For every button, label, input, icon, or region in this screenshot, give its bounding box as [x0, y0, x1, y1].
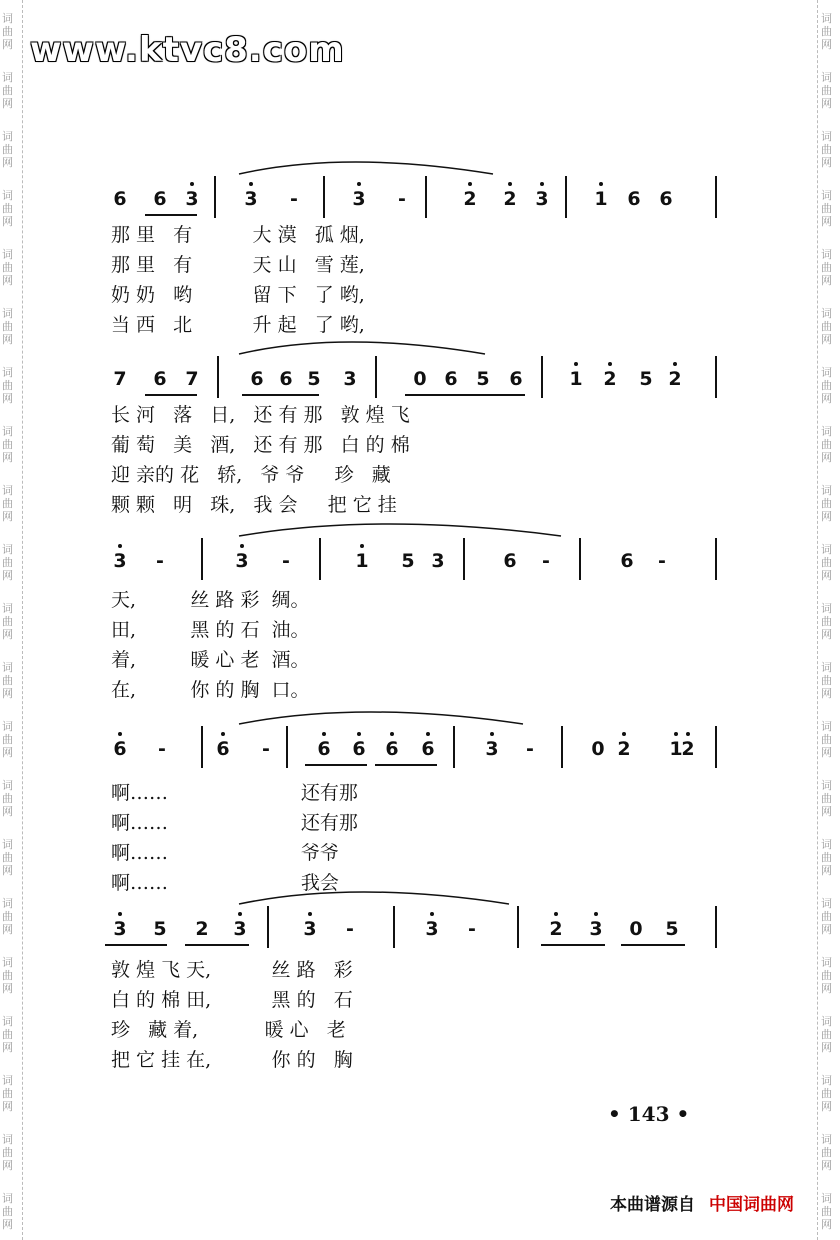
note: 7 — [113, 368, 127, 390]
dash-note: - — [658, 550, 666, 572]
side-watermark-text: 词 曲 网 — [821, 1133, 832, 1172]
note: 5 — [639, 368, 653, 390]
lyric-line: 天, 丝 路 彩 绸。 — [111, 589, 310, 611]
bar-line — [715, 176, 717, 218]
side-watermark-text: 词 曲 网 — [821, 189, 832, 228]
lyric-line: 着, 暖 心 老 酒。 — [111, 649, 310, 671]
dash-note: - — [526, 738, 534, 760]
side-watermark-text: 词 曲 网 — [2, 484, 13, 523]
beam-underline — [375, 764, 437, 766]
note: 2 — [601, 368, 619, 390]
octave-dot — [594, 912, 598, 916]
side-watermark-text: 词 曲 网 — [821, 307, 832, 346]
note: 7 — [185, 368, 199, 390]
side-watermark-text: 词 曲 网 — [2, 720, 13, 759]
octave-dot — [240, 544, 244, 548]
lyric-line: 啊…… 爷爷 — [111, 842, 339, 864]
lyric-line: 珍 藏 着, 暖 心 老 — [111, 1019, 346, 1041]
note: 3 — [231, 918, 249, 940]
lyric-line: 在, 你 的 胸 口。 — [111, 679, 310, 701]
bar-line — [565, 176, 567, 218]
note: 6 — [659, 188, 673, 210]
side-watermark-text: 词 曲 网 — [821, 897, 832, 936]
note: 0 — [629, 918, 643, 940]
beam-underline — [145, 394, 197, 396]
octave-dot — [622, 732, 626, 736]
note: 6 — [620, 550, 634, 572]
bar-line — [715, 726, 717, 768]
beam-underline — [621, 944, 685, 946]
side-watermark-text: 词 曲 网 — [2, 12, 13, 51]
lyric-line: 奶 奶 哟 留 下 了 哟, — [111, 284, 365, 306]
note: 3 — [431, 550, 445, 572]
lyric-line: 白 的 棉 田, 黑 的 石 — [111, 989, 353, 1011]
lyric-line: 敦 煌 飞 天, 丝 路 彩 — [111, 959, 353, 981]
octave-dot — [574, 362, 578, 366]
side-watermark-text: 词 曲 网 — [2, 1133, 13, 1172]
octave-dot — [221, 732, 225, 736]
octave-dot — [357, 732, 361, 736]
octave-dot — [190, 182, 194, 186]
note: 5 — [476, 368, 490, 390]
octave-dot — [540, 182, 544, 186]
side-watermark-text: 词 曲 网 — [2, 779, 13, 818]
side-watermark-text: 词 曲 网 — [2, 1074, 13, 1113]
note: 3 — [343, 368, 357, 390]
side-watermark-text: 词 曲 网 — [2, 248, 13, 287]
bar-line — [715, 538, 717, 580]
side-watermark-text: 词 曲 网 — [821, 543, 832, 582]
side-watermark-text: 词 曲 网 — [2, 661, 13, 700]
beam-underline — [305, 764, 367, 766]
lyric-line: 啊…… 我会 — [111, 872, 339, 894]
bar-line — [214, 176, 216, 218]
lyric-line: 葡 萄 美 酒, 还 有 那 白 的 棉 — [111, 434, 410, 456]
note: 2 — [679, 738, 697, 760]
octave-dot — [599, 182, 603, 186]
bar-line — [453, 726, 455, 768]
tie-slur — [239, 162, 493, 174]
octave-dot — [390, 732, 394, 736]
side-watermark-text: 词 曲 网 — [821, 130, 832, 169]
dash-note: - — [346, 918, 354, 940]
note: 6 — [279, 368, 293, 390]
octave-dot — [118, 912, 122, 916]
octave-dot — [673, 362, 677, 366]
note: 5 — [307, 368, 321, 390]
bar-line — [393, 906, 395, 948]
dash-note: - — [156, 550, 164, 572]
beam-underline — [242, 394, 319, 396]
note: 6 — [153, 368, 167, 390]
side-watermark-text: 词 曲 网 — [821, 425, 832, 464]
octave-dot — [238, 912, 242, 916]
note: 0 — [413, 368, 427, 390]
note: 1 — [567, 368, 585, 390]
note: 3 — [533, 188, 551, 210]
side-watermark-text: 词 曲 网 — [821, 248, 832, 287]
beam-underline — [185, 944, 249, 946]
bar-line — [715, 356, 717, 398]
side-watermark-text: 词 曲 网 — [2, 897, 13, 936]
side-watermark-text: 词 曲 网 — [2, 425, 13, 464]
note: 6 — [250, 368, 264, 390]
note: 3 — [301, 918, 319, 940]
side-watermark-text: 词 曲 网 — [821, 661, 832, 700]
lyric-line: 当 西 北 升 起 了 哟, — [111, 314, 365, 336]
bar-line — [323, 176, 325, 218]
note: 2 — [461, 188, 479, 210]
octave-dot — [468, 182, 472, 186]
bar-line — [286, 726, 288, 768]
source-label: 本曲谱源自 — [610, 1195, 695, 1215]
note: 3 — [233, 550, 251, 572]
bar-line — [319, 538, 321, 580]
octave-dot — [357, 182, 361, 186]
side-watermark-text: 词 曲 网 — [821, 720, 832, 759]
side-watermark-text: 词 曲 网 — [2, 956, 13, 995]
side-watermark-text: 词 曲 网 — [821, 12, 832, 51]
octave-dot — [322, 732, 326, 736]
bar-line — [579, 538, 581, 580]
side-watermark-text: 词 曲 网 — [2, 130, 13, 169]
bar-line — [463, 538, 465, 580]
octave-dot — [674, 732, 678, 736]
bar-line — [715, 906, 717, 948]
note: 2 — [666, 368, 684, 390]
note: 3 — [350, 188, 368, 210]
lyric-line: 啊…… 还有那 — [111, 812, 358, 834]
octave-dot — [686, 732, 690, 736]
side-watermark-text: 词 曲 网 — [821, 366, 832, 405]
side-watermark-text: 词 曲 网 — [2, 366, 13, 405]
bar-line — [201, 538, 203, 580]
note: 0 — [591, 738, 605, 760]
side-watermark-text: 词 曲 网 — [2, 838, 13, 877]
lyric-line: 把 它 挂 在, 你 的 胸 — [111, 1049, 353, 1071]
note: 6 — [383, 738, 401, 760]
tie-slur — [239, 342, 485, 354]
note: 6 — [111, 738, 129, 760]
side-watermark-text: 词 曲 网 — [821, 779, 832, 818]
page-number: • 143 • — [608, 1102, 690, 1126]
bar-line — [425, 176, 427, 218]
note: 2 — [195, 918, 209, 940]
note: 3 — [587, 918, 605, 940]
note: 6 — [509, 368, 523, 390]
octave-dot — [249, 182, 253, 186]
dash-note: - — [290, 188, 298, 210]
note: 6 — [444, 368, 458, 390]
beam-underline — [105, 944, 167, 946]
note: 1 — [667, 738, 685, 760]
bar-line — [375, 356, 377, 398]
note: 3 — [242, 188, 260, 210]
lyric-line: 田, 黑 的 石 油。 — [111, 619, 310, 641]
note: 3 — [423, 918, 441, 940]
octave-dot — [426, 732, 430, 736]
lyric-line: 颗 颗 明 珠, 我 会 把 它 挂 — [111, 494, 397, 516]
bar-line — [561, 726, 563, 768]
dash-note: - — [398, 188, 406, 210]
side-watermark-text: 词 曲 网 — [2, 1192, 13, 1231]
octave-dot — [554, 912, 558, 916]
bar-line — [541, 356, 543, 398]
side-watermark-text: 词 曲 网 — [2, 307, 13, 346]
note: 5 — [153, 918, 167, 940]
octave-dot — [508, 182, 512, 186]
note: 1 — [353, 550, 371, 572]
side-watermark-text: 词 曲 网 — [2, 71, 13, 110]
tie-slur — [239, 524, 561, 536]
note: 6 — [503, 550, 517, 572]
dash-note: - — [158, 738, 166, 760]
side-watermark-text: 词 曲 网 — [2, 1015, 13, 1054]
note: 5 — [401, 550, 415, 572]
lyric-line: 那 里 有 天 山 雪 莲, — [111, 254, 365, 276]
note: 6 — [419, 738, 437, 760]
source-brand[interactable]: 中国词曲网 — [709, 1195, 794, 1215]
dash-note: - — [282, 550, 290, 572]
bar-line — [217, 356, 219, 398]
side-watermark-text: 词 曲 网 — [821, 838, 832, 877]
side-watermark-text: 词 曲 网 — [2, 189, 13, 228]
dash-note: - — [542, 550, 550, 572]
note: 3 — [183, 188, 201, 210]
bar-line — [201, 726, 203, 768]
note: 6 — [350, 738, 368, 760]
source-credit — [610, 1190, 794, 1215]
note: 6 — [113, 188, 127, 210]
note: 2 — [501, 188, 519, 210]
side-watermark-text: 词 曲 网 — [821, 71, 832, 110]
octave-dot — [608, 362, 612, 366]
site-url-watermark: www.ktvc8.com — [30, 30, 345, 70]
side-watermark-text: 词 曲 网 — [821, 1074, 832, 1113]
octave-dot — [430, 912, 434, 916]
beam-underline — [145, 214, 197, 216]
note: 2 — [615, 738, 633, 760]
note: 3 — [111, 550, 129, 572]
side-watermark-text: 词 曲 网 — [2, 543, 13, 582]
bar-line — [267, 906, 269, 948]
note: 2 — [547, 918, 565, 940]
note: 6 — [153, 188, 167, 210]
side-watermark-text: 词 曲 网 — [821, 602, 832, 641]
dash-note: - — [468, 918, 476, 940]
lyric-line: 长 河 落 日, 还 有 那 敦 煌 飞 — [111, 404, 410, 426]
beam-underline — [541, 944, 605, 946]
side-watermark-text: 词 曲 网 — [821, 1192, 832, 1231]
note: 3 — [111, 918, 129, 940]
octave-dot — [118, 732, 122, 736]
side-watermark-text: 词 曲 网 — [821, 956, 832, 995]
side-watermark-text: 词 曲 网 — [2, 602, 13, 641]
note: 6 — [315, 738, 333, 760]
octave-dot — [360, 544, 364, 548]
note: 1 — [592, 188, 610, 210]
lyric-line: 那 里 有 大 漠 孤 烟, — [111, 224, 365, 246]
lyric-line: 迎 亲的 花 轿, 爷 爷 珍 藏 — [111, 464, 391, 486]
note: 6 — [214, 738, 232, 760]
side-watermark-text: 词 曲 网 — [821, 484, 832, 523]
lyric-line: 啊…… 还有那 — [111, 782, 358, 804]
bar-line — [517, 906, 519, 948]
octave-dot — [490, 732, 494, 736]
octave-dot — [118, 544, 122, 548]
octave-dot — [308, 912, 312, 916]
note: 3 — [483, 738, 501, 760]
note: 5 — [665, 918, 679, 940]
note: 6 — [627, 188, 641, 210]
dash-note: - — [262, 738, 270, 760]
side-watermark-text: 词 曲 网 — [821, 1015, 832, 1054]
beam-underline — [405, 394, 525, 396]
tie-slur — [239, 712, 523, 724]
